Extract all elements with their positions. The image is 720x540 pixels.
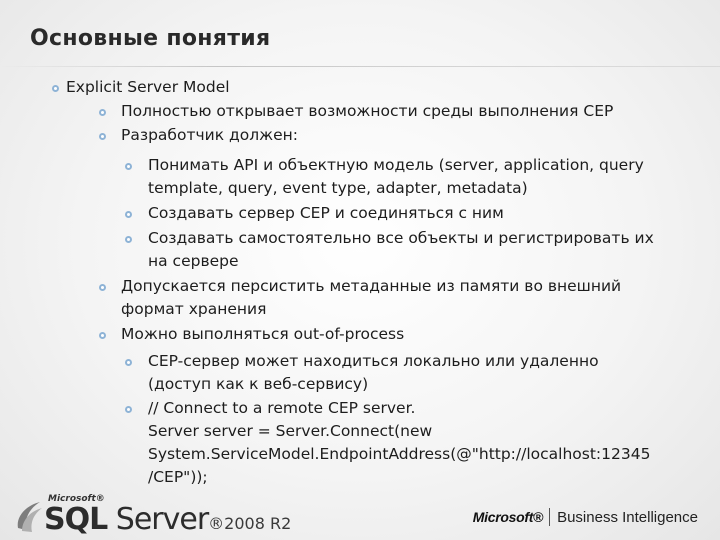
list-item-level3	[148, 397, 693, 489]
bullet-icon	[99, 109, 106, 116]
item-line: /CEP"));	[148, 468, 208, 486]
list-item-level3	[148, 202, 693, 225]
sql-logo-microsoft: Microsoft®	[48, 494, 105, 504]
item-line: System.ServiceModel.EndpointAddress(@"http://localhost:12345	[148, 445, 651, 463]
item-line: Допускается персистить метаданные из памяти во внешний	[121, 277, 622, 295]
logo-separator	[549, 508, 550, 526]
slide-title: Основные понятия	[30, 26, 271, 51]
bullet-icon	[125, 406, 132, 413]
item-line: Разработчик должен:	[121, 126, 298, 144]
item-line: CEP-сервер может находиться локально или удаленно	[148, 352, 599, 370]
item-line: Server server = Server.Connect(new	[148, 422, 433, 440]
item-line: Понимать API и объектную модель (server, application, query	[148, 156, 644, 174]
sql-logo-server: Server	[107, 502, 209, 537]
item-line: template, query, event type, adapter, metadata)	[148, 179, 528, 197]
list-item-level1	[66, 76, 230, 99]
microsoft-brand: Microsoft®	[472, 509, 544, 525]
bullet-icon	[99, 133, 106, 140]
list-item-level2	[121, 323, 681, 346]
sql-server-logo-icon	[14, 498, 44, 534]
sql-logo-year: ®2008 R2	[208, 514, 292, 533]
item-line: Создавать самостоятельно все объекты и регистрировать их	[148, 229, 654, 247]
bullet-icon	[125, 163, 132, 170]
sql-logo-wordmark	[44, 502, 291, 537]
list-item-level2	[121, 100, 681, 123]
item-line: на сервере	[148, 252, 239, 270]
bullet-icon	[125, 359, 132, 366]
item-line: формат хранения	[121, 300, 267, 318]
item-line: (доступ как к веб-сервису)	[148, 375, 369, 393]
item-line: // Connect to a remote CEP server.	[148, 399, 416, 417]
item-line: Полностью открывает возможности среды выполнения CEP	[121, 102, 614, 120]
microsoft-bi-logo	[473, 506, 698, 528]
list-item-level3	[148, 227, 693, 273]
list-item-level3	[148, 154, 693, 200]
sql-logo-sql: SQL	[44, 502, 108, 537]
list-item-level2	[121, 124, 681, 147]
list-item-level2	[121, 275, 681, 321]
sql-server-logo	[14, 494, 292, 538]
bullet-icon	[125, 211, 132, 218]
title-divider	[0, 66, 720, 67]
bullet-icon	[125, 236, 132, 243]
item-line: Создавать сервер CEP и соединяться с ним	[148, 204, 504, 222]
item-line: Explicit Server Model	[66, 78, 230, 96]
list-item-level3	[148, 350, 693, 396]
business-intelligence-label: Business Intelligence	[557, 508, 698, 526]
bullet-icon	[99, 332, 106, 339]
item-line: Можно выполняться out-of-process	[121, 325, 405, 343]
bullet-icon	[52, 85, 59, 92]
bullet-icon	[99, 284, 106, 291]
